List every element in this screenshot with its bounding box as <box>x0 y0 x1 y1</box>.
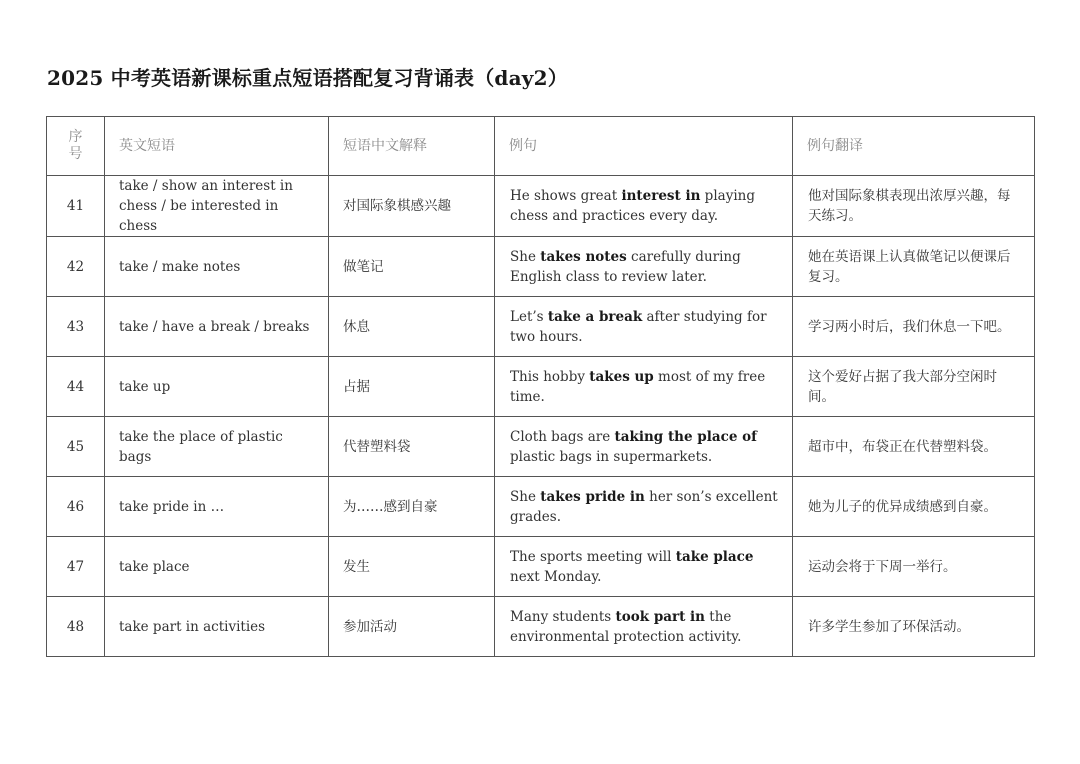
row-meaning: 占据 <box>329 357 495 417</box>
phrase-table <box>46 116 1035 657</box>
row-number: 47 <box>47 537 105 597</box>
page-title: 2025 中考英语新课标重点短语搭配复习背诵表（day2） <box>47 66 568 90</box>
example-text: next Monday. <box>510 568 602 585</box>
row-number: 45 <box>47 417 105 477</box>
row-translation: 运动会将于下周一举行。 <box>793 537 1035 597</box>
example-text: Many students <box>510 608 616 625</box>
example-text: Cloth bags are <box>510 428 615 445</box>
row-translation: 她在英语课上认真做笔记以便课后复习。 <box>793 237 1035 297</box>
table-row <box>47 537 1035 597</box>
row-example <box>495 297 793 357</box>
row-phrase: take up <box>105 357 329 417</box>
example-keyword: take place <box>675 548 754 565</box>
row-translation: 他对国际象棋表现出浓厚兴趣，每天练习。 <box>793 176 1035 237</box>
example-text: her son’s excellent grades. <box>510 488 778 525</box>
example-text: most of my free time. <box>510 368 766 405</box>
row-translation: 这个爱好占据了我大部分空闲时间。 <box>793 357 1035 417</box>
row-number: 43 <box>47 297 105 357</box>
row-example <box>495 357 793 417</box>
row-translation: 许多学生参加了环保活动。 <box>793 597 1035 657</box>
example-keyword: interest in <box>621 188 701 204</box>
row-example <box>495 597 793 657</box>
row-phrase: take pride in … <box>105 477 329 537</box>
example-keyword: takes up <box>589 368 654 385</box>
example-text: The sports meeting will <box>510 548 676 565</box>
example-keyword: takes pride in <box>540 488 645 505</box>
header-example: 例句 <box>495 117 793 176</box>
table-row <box>47 176 1035 237</box>
row-phrase: take the place of plastic bags <box>105 417 329 477</box>
row-number: 44 <box>47 357 105 417</box>
example-keyword: takes notes <box>540 248 627 265</box>
table-row <box>47 297 1035 357</box>
example-text: after studying for two hours. <box>510 308 767 345</box>
row-example <box>495 237 793 297</box>
example-text: playing chess and practices every day. <box>510 188 755 224</box>
table-row <box>47 237 1035 297</box>
row-phrase: take place <box>105 537 329 597</box>
header-meaning: 短语中文解释 <box>329 117 495 176</box>
row-example <box>495 477 793 537</box>
row-meaning: 为……感到自豪 <box>329 477 495 537</box>
example-text: This hobby <box>510 368 590 385</box>
example-text: carefully during English class to review later. <box>510 248 741 285</box>
example-text: Let’s <box>510 308 548 325</box>
table-row <box>47 417 1035 477</box>
row-meaning: 休息 <box>329 297 495 357</box>
row-translation: 学习两小时后，我们休息一下吧。 <box>793 297 1035 357</box>
row-meaning: 对国际象棋感兴趣 <box>329 176 495 237</box>
example-text: She <box>510 488 541 505</box>
row-number: 48 <box>47 597 105 657</box>
row-number: 42 <box>47 237 105 297</box>
header-number <box>47 117 105 176</box>
example-text: She <box>510 248 541 265</box>
header-number-line1: 序 <box>68 129 83 145</box>
row-phrase: take / make notes <box>105 237 329 297</box>
row-meaning: 参加活动 <box>329 597 495 657</box>
row-number: 41 <box>47 176 105 237</box>
table-row <box>47 357 1035 417</box>
example-text: plastic bags in supermarkets. <box>510 448 713 465</box>
row-example <box>495 417 793 477</box>
header-number-line2: 号 <box>68 146 83 162</box>
row-meaning: 做笔记 <box>329 237 495 297</box>
row-phrase: take / show an interest in chess / be interested in chess <box>105 176 329 237</box>
row-translation: 超市中，布袋正在代替塑料袋。 <box>793 417 1035 477</box>
row-phrase: take / have a break / breaks <box>105 297 329 357</box>
example-keyword: taking the place of <box>614 428 757 445</box>
table-row <box>47 597 1035 657</box>
row-meaning: 代替塑料袋 <box>329 417 495 477</box>
header-phrase: 英文短语 <box>105 117 329 176</box>
example-keyword: took part in <box>615 608 705 625</box>
row-phrase: take part in activities <box>105 597 329 657</box>
row-example <box>495 176 793 237</box>
table-header-row <box>47 117 1035 176</box>
example-keyword: take a break <box>547 308 643 325</box>
row-example <box>495 537 793 597</box>
row-meaning: 发生 <box>329 537 495 597</box>
row-number: 46 <box>47 477 105 537</box>
table-row <box>47 477 1035 537</box>
row-translation: 她为儿子的优异成绩感到自豪。 <box>793 477 1035 537</box>
example-text: He shows great <box>510 188 622 204</box>
header-translation: 例句翻译 <box>793 117 1035 176</box>
example-text: the environmental protection activity. <box>510 608 742 645</box>
